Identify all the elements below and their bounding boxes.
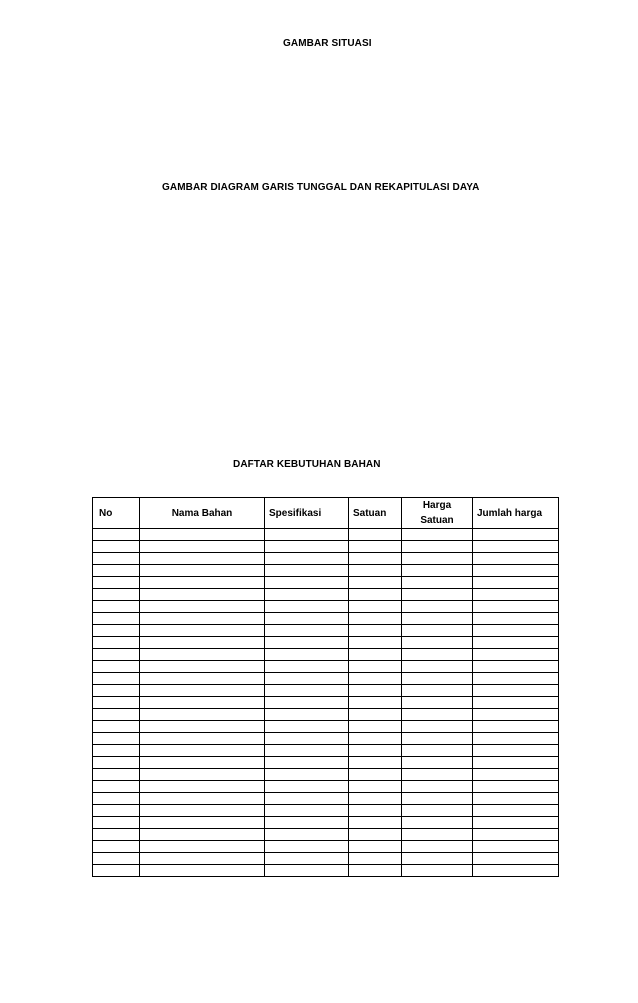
table-cell bbox=[93, 757, 140, 769]
table-row bbox=[93, 601, 559, 613]
table-row bbox=[93, 817, 559, 829]
table-cell bbox=[402, 673, 473, 685]
table-cell bbox=[349, 841, 402, 853]
table-cell bbox=[265, 649, 349, 661]
harga-satuan-line1: Harga bbox=[422, 500, 452, 511]
table-cell bbox=[473, 805, 559, 817]
table-cell bbox=[140, 841, 265, 853]
table-cell bbox=[140, 601, 265, 613]
table-cell bbox=[402, 661, 473, 673]
table-cell bbox=[349, 781, 402, 793]
table-cell bbox=[473, 649, 559, 661]
table-cell bbox=[93, 745, 140, 757]
table-cell bbox=[473, 757, 559, 769]
table-row bbox=[93, 589, 559, 601]
table-cell bbox=[265, 757, 349, 769]
table-cell bbox=[93, 601, 140, 613]
table-cell bbox=[265, 625, 349, 637]
table-cell bbox=[473, 865, 559, 877]
table-row bbox=[93, 721, 559, 733]
table-cell bbox=[402, 781, 473, 793]
table-cell bbox=[473, 841, 559, 853]
table-cell bbox=[402, 541, 473, 553]
table-cell bbox=[265, 745, 349, 757]
table-cell bbox=[473, 709, 559, 721]
table-cell bbox=[349, 613, 402, 625]
table-row bbox=[93, 805, 559, 817]
table-cell bbox=[93, 817, 140, 829]
table-cell bbox=[93, 685, 140, 697]
table-cell bbox=[349, 721, 402, 733]
column-header-no: No bbox=[93, 498, 140, 529]
table-row bbox=[93, 865, 559, 877]
table-cell bbox=[140, 553, 265, 565]
table-cell bbox=[349, 865, 402, 877]
table-cell bbox=[402, 805, 473, 817]
table-cell bbox=[93, 721, 140, 733]
table-cell bbox=[265, 541, 349, 553]
table-cell bbox=[473, 673, 559, 685]
table-row bbox=[93, 853, 559, 865]
table-cell bbox=[402, 625, 473, 637]
table-cell bbox=[93, 565, 140, 577]
table-cell bbox=[349, 769, 402, 781]
table-row bbox=[93, 673, 559, 685]
table-cell bbox=[93, 733, 140, 745]
table-cell bbox=[402, 853, 473, 865]
table-cell bbox=[402, 769, 473, 781]
table-row bbox=[93, 757, 559, 769]
table-cell bbox=[473, 733, 559, 745]
table-cell bbox=[93, 853, 140, 865]
column-header-jumlah-harga: Jumlah harga bbox=[473, 498, 559, 529]
table-cell bbox=[265, 817, 349, 829]
heading-diagram-garis-tunggal: GAMBAR DIAGRAM GARIS TUNGGAL DAN REKAPITULASI DAYA bbox=[162, 182, 480, 193]
table-cell bbox=[473, 553, 559, 565]
table-cell bbox=[402, 649, 473, 661]
table-cell bbox=[349, 853, 402, 865]
table-cell bbox=[265, 721, 349, 733]
table-cell bbox=[349, 649, 402, 661]
kebutuhan-bahan-table bbox=[92, 497, 559, 877]
table-cell bbox=[265, 805, 349, 817]
heading-daftar-kebutuhan-bahan: DAFTAR KEBUTUHAN BAHAN bbox=[233, 459, 381, 470]
table-cell bbox=[140, 709, 265, 721]
table-cell bbox=[93, 805, 140, 817]
table-cell bbox=[265, 733, 349, 745]
table-cell bbox=[265, 529, 349, 541]
table-cell bbox=[473, 781, 559, 793]
table-row bbox=[93, 793, 559, 805]
table-cell bbox=[140, 565, 265, 577]
table-cell bbox=[140, 577, 265, 589]
table-cell bbox=[265, 769, 349, 781]
table-cell bbox=[93, 769, 140, 781]
table-cell bbox=[402, 733, 473, 745]
table-row bbox=[93, 829, 559, 841]
table-cell bbox=[402, 577, 473, 589]
table-cell bbox=[473, 637, 559, 649]
table-cell bbox=[402, 589, 473, 601]
table-cell bbox=[265, 661, 349, 673]
table-cell bbox=[349, 565, 402, 577]
table-cell bbox=[349, 805, 402, 817]
table-cell bbox=[402, 601, 473, 613]
table-cell bbox=[402, 817, 473, 829]
table-cell bbox=[93, 625, 140, 637]
table-row bbox=[93, 841, 559, 853]
table-cell bbox=[473, 565, 559, 577]
table-cell bbox=[473, 613, 559, 625]
table-cell bbox=[93, 661, 140, 673]
table-cell bbox=[140, 805, 265, 817]
table-cell bbox=[402, 745, 473, 757]
table-cell bbox=[93, 553, 140, 565]
table-cell bbox=[349, 673, 402, 685]
table-cell bbox=[140, 757, 265, 769]
table-cell bbox=[349, 589, 402, 601]
table-cell bbox=[140, 661, 265, 673]
table-cell bbox=[402, 553, 473, 565]
table-cell bbox=[140, 829, 265, 841]
table-cell bbox=[140, 721, 265, 733]
table-cell bbox=[473, 769, 559, 781]
table-cell bbox=[93, 589, 140, 601]
table-cell bbox=[140, 685, 265, 697]
table-cell bbox=[265, 829, 349, 841]
table-cell bbox=[402, 637, 473, 649]
table-cell bbox=[473, 721, 559, 733]
harga-satuan-line2: Satuan bbox=[420, 515, 454, 526]
table-cell bbox=[402, 697, 473, 709]
table-row bbox=[93, 733, 559, 745]
table-row bbox=[93, 541, 559, 553]
table-cell bbox=[93, 781, 140, 793]
table-row bbox=[93, 769, 559, 781]
table-row bbox=[93, 565, 559, 577]
table-cell bbox=[265, 841, 349, 853]
table-cell bbox=[349, 625, 402, 637]
table-cell bbox=[402, 793, 473, 805]
table-cell bbox=[402, 613, 473, 625]
table-cell bbox=[140, 733, 265, 745]
table-cell bbox=[140, 865, 265, 877]
table-cell bbox=[140, 853, 265, 865]
table-row bbox=[93, 697, 559, 709]
table-cell bbox=[265, 637, 349, 649]
table-body bbox=[93, 529, 559, 877]
table-cell bbox=[140, 541, 265, 553]
table-cell bbox=[473, 661, 559, 673]
table-cell bbox=[93, 829, 140, 841]
table-row bbox=[93, 649, 559, 661]
table-cell bbox=[265, 613, 349, 625]
table-cell bbox=[93, 841, 140, 853]
table-cell bbox=[473, 697, 559, 709]
table-cell bbox=[349, 577, 402, 589]
table-cell bbox=[140, 817, 265, 829]
table-cell bbox=[473, 829, 559, 841]
table-cell bbox=[265, 601, 349, 613]
table-cell bbox=[93, 649, 140, 661]
table-cell bbox=[473, 625, 559, 637]
table-header-row bbox=[93, 498, 559, 529]
table-cell bbox=[93, 709, 140, 721]
table-cell bbox=[349, 541, 402, 553]
table-cell bbox=[265, 589, 349, 601]
table-cell bbox=[93, 529, 140, 541]
table-cell bbox=[349, 529, 402, 541]
table-cell bbox=[473, 745, 559, 757]
table-row bbox=[93, 529, 559, 541]
table-cell bbox=[140, 745, 265, 757]
table-cell bbox=[473, 589, 559, 601]
table-cell bbox=[473, 541, 559, 553]
table-cell bbox=[140, 637, 265, 649]
table-cell bbox=[402, 685, 473, 697]
table-cell bbox=[473, 793, 559, 805]
table-cell bbox=[93, 577, 140, 589]
table-cell bbox=[473, 529, 559, 541]
table-cell bbox=[265, 853, 349, 865]
table-cell bbox=[402, 829, 473, 841]
table-cell bbox=[140, 613, 265, 625]
table-cell bbox=[349, 709, 402, 721]
table-cell bbox=[349, 553, 402, 565]
table-cell bbox=[402, 721, 473, 733]
table-cell bbox=[265, 697, 349, 709]
table-cell bbox=[93, 541, 140, 553]
table-cell bbox=[93, 613, 140, 625]
table-cell bbox=[140, 589, 265, 601]
table-row bbox=[93, 637, 559, 649]
table-cell bbox=[140, 769, 265, 781]
table-cell bbox=[349, 817, 402, 829]
table-cell bbox=[402, 565, 473, 577]
table-cell bbox=[140, 793, 265, 805]
table-cell bbox=[349, 733, 402, 745]
table-cell bbox=[402, 841, 473, 853]
table-cell bbox=[349, 757, 402, 769]
table-cell bbox=[265, 709, 349, 721]
table-cell bbox=[402, 709, 473, 721]
table-cell bbox=[473, 601, 559, 613]
table-cell bbox=[473, 577, 559, 589]
table-cell bbox=[349, 637, 402, 649]
table-cell bbox=[93, 673, 140, 685]
table-cell bbox=[349, 661, 402, 673]
table-cell bbox=[265, 577, 349, 589]
table-cell bbox=[349, 685, 402, 697]
column-header-spesifikasi: Spesifikasi bbox=[265, 498, 349, 529]
table-cell bbox=[265, 673, 349, 685]
table-cell bbox=[140, 781, 265, 793]
table-cell bbox=[140, 649, 265, 661]
table-row bbox=[93, 709, 559, 721]
table-cell bbox=[265, 781, 349, 793]
table-cell bbox=[93, 793, 140, 805]
table-cell bbox=[140, 697, 265, 709]
table-cell bbox=[473, 685, 559, 697]
table-cell bbox=[349, 697, 402, 709]
table-cell bbox=[265, 565, 349, 577]
table-cell bbox=[349, 745, 402, 757]
table-cell bbox=[265, 685, 349, 697]
table-cell bbox=[402, 757, 473, 769]
column-header-nama-bahan: Nama Bahan bbox=[140, 498, 265, 529]
table-cell bbox=[349, 601, 402, 613]
column-header-harga-satuan bbox=[402, 498, 473, 529]
table-cell bbox=[93, 865, 140, 877]
table-row bbox=[93, 553, 559, 565]
table-row bbox=[93, 625, 559, 637]
heading-gambar-situasi: GAMBAR SITUASI bbox=[283, 38, 372, 49]
table-cell bbox=[402, 865, 473, 877]
table-cell bbox=[265, 553, 349, 565]
table-cell bbox=[349, 793, 402, 805]
table-cell bbox=[93, 637, 140, 649]
column-header-satuan: Satuan bbox=[349, 498, 402, 529]
table-cell bbox=[265, 793, 349, 805]
table-cell bbox=[349, 829, 402, 841]
table-row bbox=[93, 613, 559, 625]
table-cell bbox=[93, 697, 140, 709]
table-cell bbox=[265, 865, 349, 877]
table-cell bbox=[473, 853, 559, 865]
table-row bbox=[93, 781, 559, 793]
table-cell bbox=[140, 673, 265, 685]
table-cell bbox=[473, 817, 559, 829]
table-row bbox=[93, 577, 559, 589]
table-cell bbox=[140, 625, 265, 637]
table-cell bbox=[140, 529, 265, 541]
table-row bbox=[93, 661, 559, 673]
table-row bbox=[93, 685, 559, 697]
table-row bbox=[93, 745, 559, 757]
table-cell bbox=[402, 529, 473, 541]
